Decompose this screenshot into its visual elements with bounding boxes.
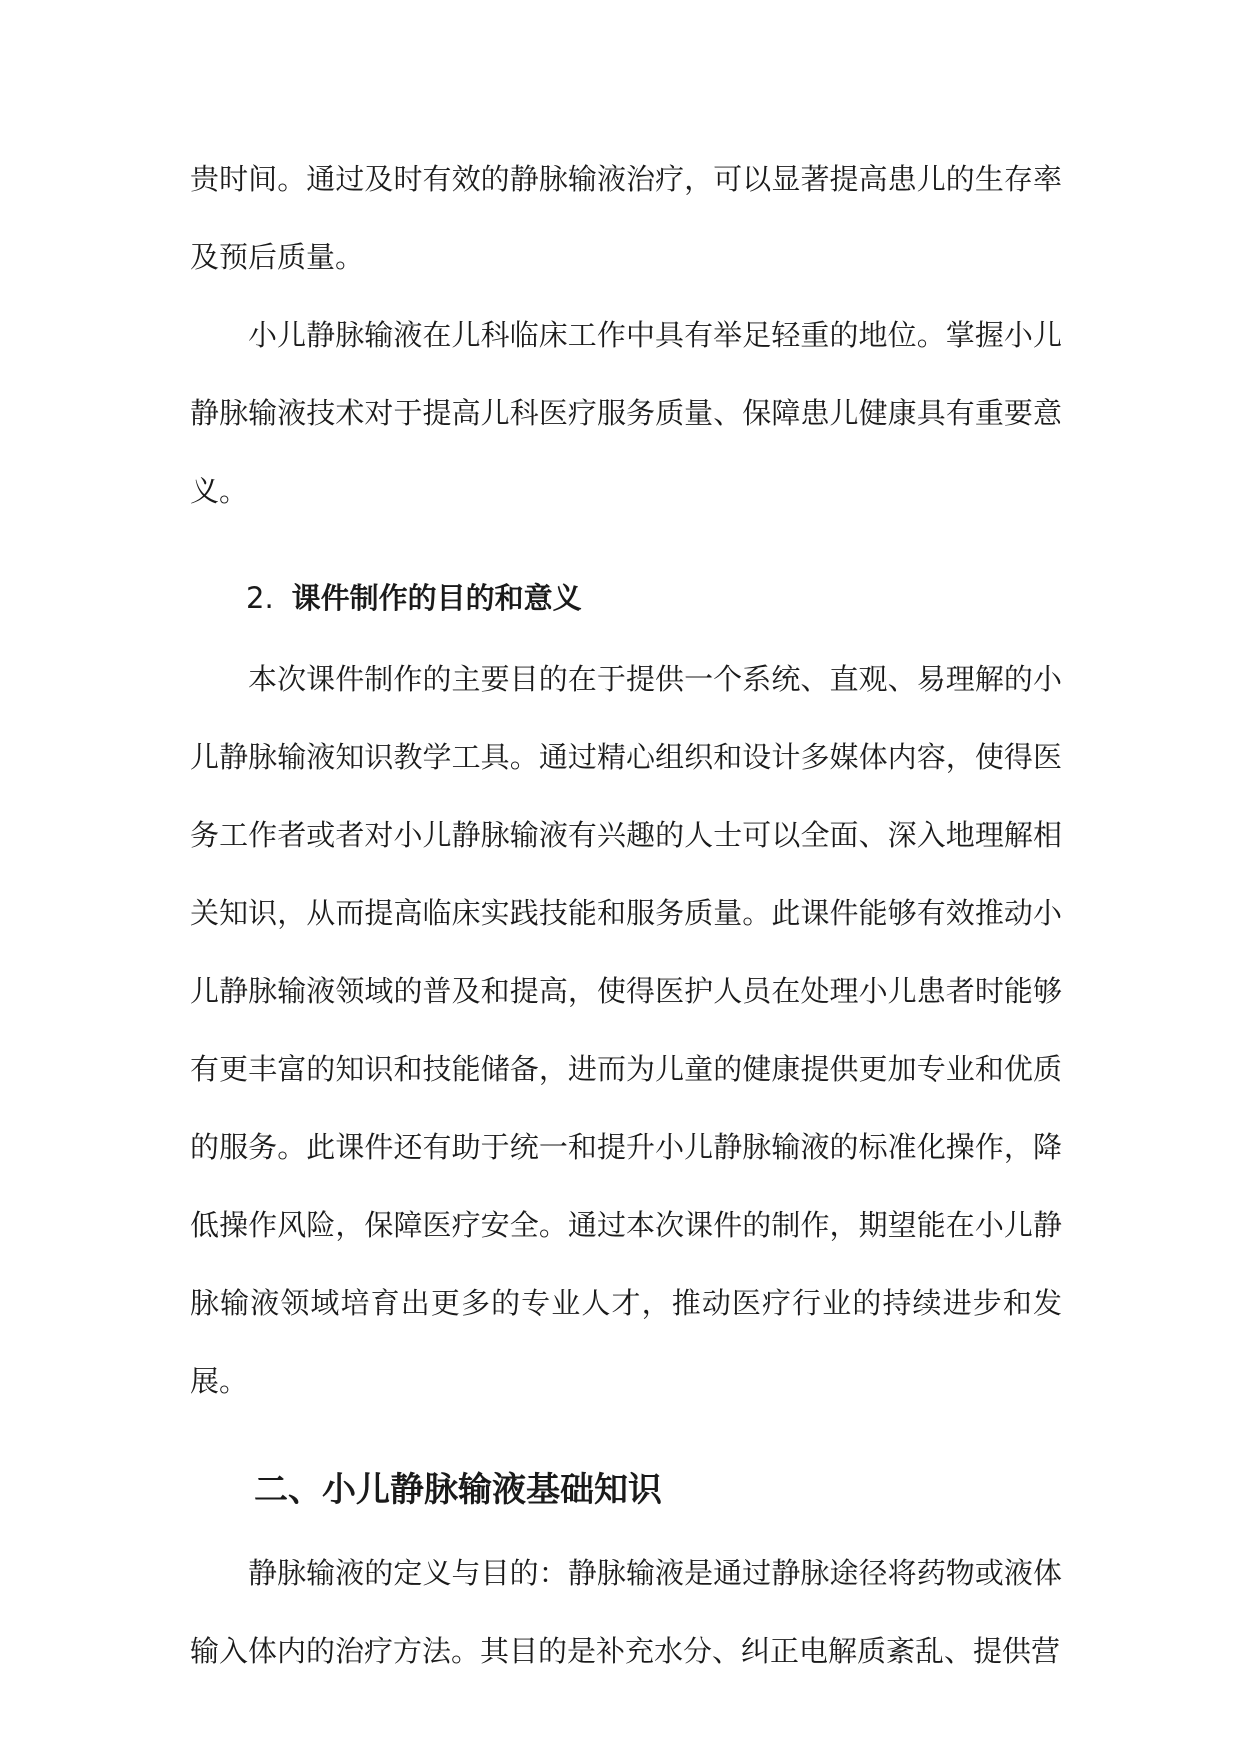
subsection-number: 2.: [246, 581, 274, 615]
paragraph-continuation: 贵时间。通过及时有效的静脉输液治疗，可以显著提高患儿的生存率及预后质量。: [190, 162, 1062, 274]
section-heading: 二、小儿静脉输液基础知识: [254, 1470, 662, 1510]
paragraph-importance: 小儿静脉输液在儿科临床工作中具有举足轻重的地位。掌握小儿静脉输液技术对于提高儿科医疗服务质量、保障患儿健康具有重要意义。: [190, 318, 1062, 508]
subsection-heading: [190, 562, 1062, 634]
paragraph-purpose: 本次课件制作的主要目的在于提供一个系统、直观、易理解的小儿静脉输液知识教学工具。通过精心组织和设计多媒体内容，使得医务工作者或者对小儿静脉输液有兴趣的人士可以全面、深入地理解相关知识，从而提高临床实践技能和服务质量。此课件能够有效推动小儿静脉输液领域的普及和提高，使得医护人员在处理小儿患者时能够有更丰富的知识和技能储备，进而为儿童的健康提供更加专业和优质的服务。此课件还有助于统一和提升小儿静脉输液的标准化操作，降低操作风险，保障医疗安全。通过本次课件的制作，期望能在小儿静脉输液领域培育出更多的专业人才，推动医疗行业的持续进步和发展。: [190, 662, 1062, 1398]
paragraph-definition: 静脉输液的定义与目的：静脉输液是通过静脉途径将药物或液体输入体内的治疗方法。其目的是补充水分、纠正电解质紊乱、提供营: [190, 1556, 1062, 1668]
subsection-title: 课件制作的目的和意义: [291, 581, 582, 615]
document-body: [190, 140, 1062, 1690]
